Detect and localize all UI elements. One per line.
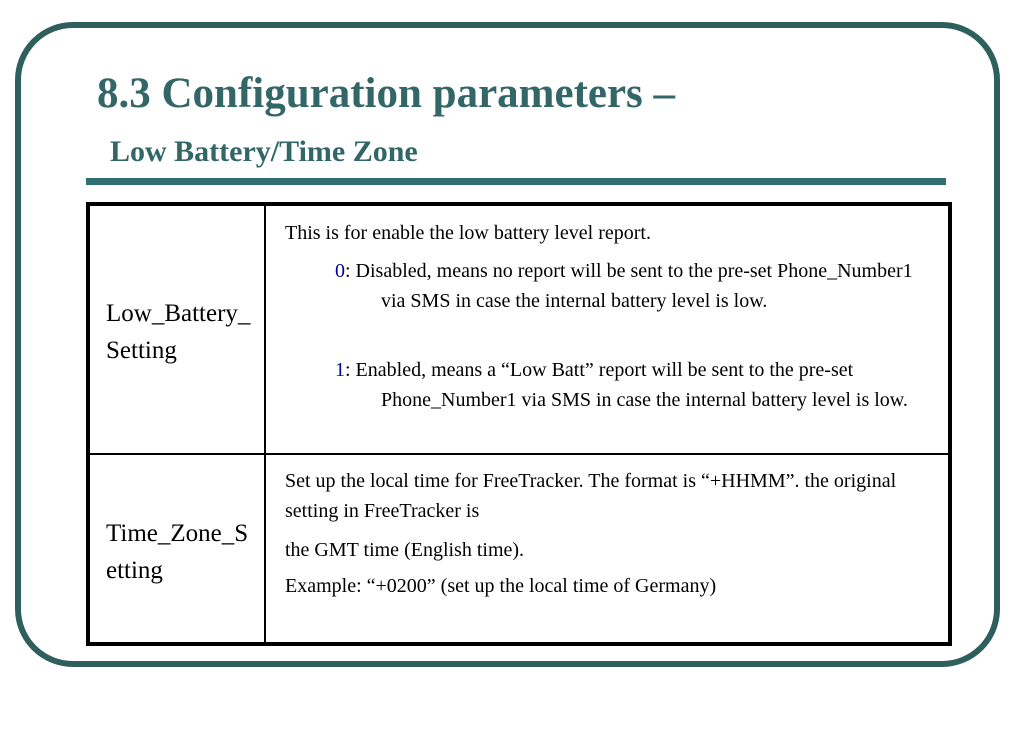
param-name-cell <box>90 206 266 453</box>
table-row-time-zone <box>90 455 948 642</box>
param-name-time-zone: Time_Zone_Setting <box>106 520 249 584</box>
option-code-1: 1 <box>335 359 345 381</box>
slide-title: 8.3 Configuration parameters – <box>97 70 676 117</box>
option-text-0: : Disabled, means no report will be sent to the pre-set Phone_Number1 via SMS in case the internal battery level is low. <box>345 260 913 312</box>
parameter-table <box>86 202 952 646</box>
time-zone-line-1: Set up the local time for FreeTracker. The format is “+HHMM”. the original setting in FreeTracker is <box>285 470 897 522</box>
option-text-1: : Enabled, means a “Low Batt” report will be sent to the pre-set Phone_Number1 via SMS in case the internal battery level is low. <box>345 359 908 411</box>
low-battery-option-1 <box>285 355 934 415</box>
table-row-low-battery <box>90 206 948 455</box>
title-divider <box>86 178 946 185</box>
time-zone-example: Example: “+0200” (set up the local time of Germany) <box>285 575 717 597</box>
low-battery-option-0 <box>285 256 934 316</box>
time-zone-line-2: the GMT time (English time). <box>285 539 525 561</box>
slide-subtitle: Low Battery/Time Zone <box>110 135 418 168</box>
low-battery-intro: This is for enable the low battery level report. <box>285 222 651 244</box>
option-code-0: 0 <box>335 260 345 282</box>
param-name-low-battery: Low_Battery_Setting <box>106 300 251 364</box>
param-description-cell <box>266 455 948 642</box>
param-name-cell <box>90 455 266 642</box>
param-description-cell <box>266 206 948 453</box>
